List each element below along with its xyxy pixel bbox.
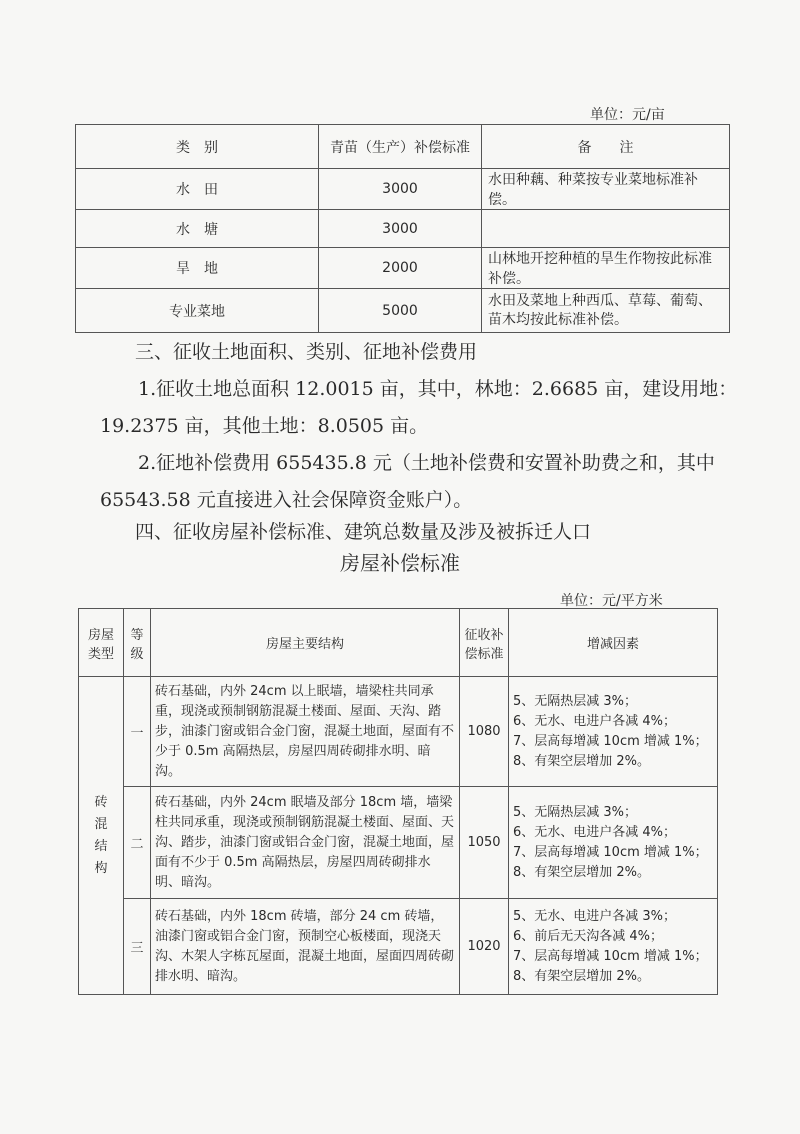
row-structure: 砖石基础，内外 24cm 以上眠墙，墙梁柱共同承重，现浇或预制钢筋混凝土楼面、屋面、天沟、踏步，油漆门窗或铝合金门窗，混凝土地面，屋面有不少于 0.5m 高隔热层，房屋四周砖砌排水明、暗沟。 [151,677,460,787]
type-char: 砖 [94,794,108,810]
header-standard: 青苗（生产）补偿标准 [319,125,482,169]
row-standard: 3000 [319,210,482,248]
table1-unit: 单位：元/亩 [590,107,665,123]
table-row [79,787,718,899]
row-category: 水 田 [76,169,319,210]
row-category: 水 塘 [76,210,319,248]
header-structure: 房屋主要结构 [151,609,460,677]
row-factors [509,787,718,899]
table2-unit: 单位：元/平方米 [560,593,663,609]
factor-item: 5、无隔热层减 3%； [513,804,638,820]
section3-paragraph-2: 2.征地补偿费用 655435.8 元（土地补偿费和安置补助费之和，其中 65543.58 元直接进入社会保障资金账户）。 [100,452,715,511]
table-row [76,169,730,210]
table-header-row [79,609,718,677]
header-type: 房屋类型 [79,609,124,677]
section3-heading: 三、征收土地面积、类别、征地补偿费用 [135,341,478,363]
factor-item: 8、有架空层增加 2%。 [513,968,651,984]
type-char: 结 [94,838,108,854]
type-char: 混 [94,816,108,832]
table-header-row [76,125,730,169]
table-row [79,899,718,995]
seedling-compensation-table [75,124,730,333]
header-remarks: 备 注 [482,125,730,169]
header-factors: 增减因素 [509,609,718,677]
row-standard: 3000 [319,169,482,210]
row-factors [509,899,718,995]
type-char: 构 [94,860,108,876]
row-standard: 1020 [460,899,509,995]
factor-item: 7、层高每增减 10cm 增减 1%； [513,844,708,860]
factor-item: 6、无水、电进户各减 4%； [513,824,677,840]
row-structure: 砖石基础，内外 18cm 砖墙，部分 24 cm 砖墙，油漆门窗或铝合金门窗，预制空心板楼面，现浇天沟、木架人字栋瓦屋面，混凝土地面，屋面四周砖砌排水明、暗沟。 [151,899,460,995]
row-remarks: 水田种藕、种菜按专业菜地标准补偿。 [482,169,730,210]
table-row [76,289,730,333]
row-factors [509,677,718,787]
row-category: 旱 地 [76,248,319,289]
row-structure: 砖石基础，内外 24cm 眠墙及部分 18cm 墙，墙梁柱共同承重，现浇或预制钢筋混凝土楼面、屋面、天沟、踏步，油漆门窗或铝合金门窗，混凝土地面，屋面有不少于 0.5m 高隔热层，房屋四周砖砌排水明、暗沟。 [151,787,460,899]
house-standard-title: 房屋补偿标准 [340,551,460,575]
header-category: 类 别 [76,125,319,169]
row-grade: 三 [124,899,151,995]
factor-item: 5、无水、电进户各减 3%； [513,908,677,924]
row-grade: 一 [124,677,151,787]
row-grade: 二 [124,787,151,899]
header-standard: 征收补偿标准 [460,609,509,677]
house-compensation-table [78,608,718,995]
factor-item: 8、有架空层增加 2%。 [513,753,651,769]
factor-item: 7、层高每增减 10cm 增减 1%； [513,948,708,964]
table-row [79,677,718,787]
row-standard: 1050 [460,787,509,899]
row-category: 专业菜地 [76,289,319,333]
row-standard: 5000 [319,289,482,333]
factor-item: 6、前后无天沟各减 4%； [513,928,664,944]
row-remarks [482,210,730,248]
row-remarks: 山林地开挖种植的旱生作物按此标准补偿。 [482,248,730,289]
table-row [76,210,730,248]
table-row [76,248,730,289]
factor-item: 8、有架空层增加 2%。 [513,864,651,880]
factor-item: 6、无水、电进户各减 4%； [513,713,677,729]
row-standard: 1080 [460,677,509,787]
row-remarks: 水田及菜地上种西瓜、草莓、葡萄、苗木均按此标准补偿。 [482,289,730,333]
header-grade: 等级 [124,609,151,677]
house-type-cell [79,677,124,995]
section4-heading: 四、征收房屋补偿标准、建筑总数量及涉及被拆迁人口 [135,521,592,543]
factor-item: 7、层高每增减 10cm 增减 1%； [513,733,708,749]
row-standard: 2000 [319,248,482,289]
factor-item: 5、无隔热层减 3%； [513,693,638,709]
section3-paragraph-1: 1.征收土地总面积 12.0015 亩，其中，林地：2.6685 亩，建设用地：19.2375 亩，其他土地：8.0505 亩。 [100,378,738,437]
